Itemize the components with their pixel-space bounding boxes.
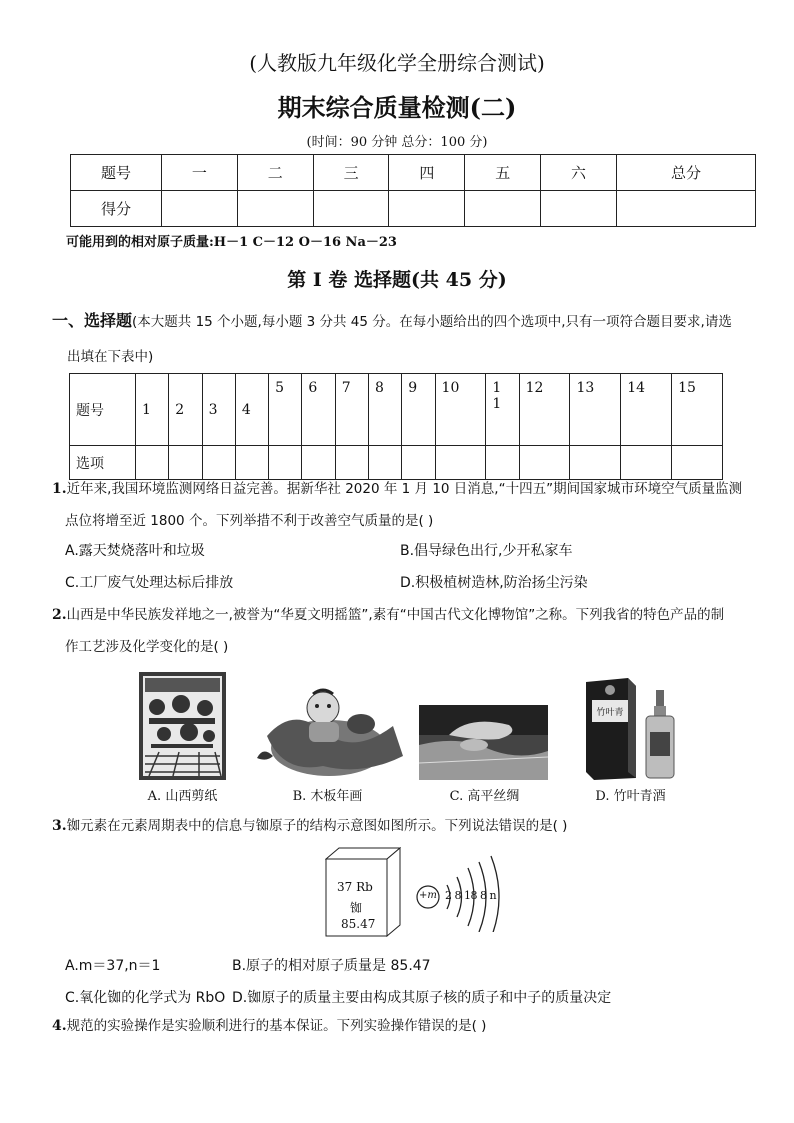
answer-table bbox=[69, 373, 723, 480]
q3-option-d[interactable]: D.铷原子的质量主要由构成其原子核的质子和中子的质量决定 bbox=[232, 990, 612, 1006]
cell-atomic-mass: 85.47 bbox=[341, 917, 376, 931]
answer-number-cell: 7 bbox=[335, 374, 368, 446]
q1-option-c[interactable]: C.工厂废气处理达标后排放 bbox=[65, 575, 234, 591]
q2-caption-c: C. 高平丝绸 bbox=[449, 789, 520, 804]
question-2-line2: 作工艺涉及化学变化的是( ) bbox=[65, 639, 229, 655]
answer-number-cell: 1 1 bbox=[486, 374, 519, 446]
q1-option-d[interactable]: D.积极植树造林,防治扬尘污染 bbox=[400, 575, 588, 591]
answer-header-label: 题号 bbox=[70, 374, 136, 446]
score-row-label: 得分 bbox=[71, 191, 162, 227]
score-header-2: 二 bbox=[237, 155, 313, 191]
score-cell[interactable] bbox=[389, 191, 465, 227]
answer-number-cell: 14 bbox=[621, 374, 672, 446]
question-4 bbox=[52, 1010, 752, 1042]
section-instruction bbox=[52, 305, 752, 338]
q3-option-c[interactable]: C.氧化铷的化学式为 RbO bbox=[65, 990, 226, 1006]
answer-number-cell: 3 bbox=[202, 374, 235, 446]
question-1 bbox=[52, 473, 752, 505]
q3-option-a[interactable]: A.m＝37,n＝1 bbox=[65, 958, 161, 974]
time-info: (时间：90 分钟 总分：100 分) bbox=[306, 135, 488, 150]
score-header-label: 题号 bbox=[71, 155, 162, 191]
score-cell[interactable] bbox=[162, 191, 238, 227]
section-instruction-line2: 出填在下表中) bbox=[67, 349, 154, 365]
atomic-masses: 可能用到的相对原子质量:H－1 C－12 O－16 Na－23 bbox=[66, 235, 397, 250]
answer-number-cell: 1 bbox=[136, 374, 169, 446]
paper-cut-image bbox=[139, 672, 226, 780]
score-header-6: 六 bbox=[541, 155, 617, 191]
score-table bbox=[70, 154, 756, 227]
score-cell[interactable] bbox=[237, 191, 313, 227]
question-number: 2. bbox=[52, 607, 67, 623]
score-cell[interactable] bbox=[313, 191, 389, 227]
answer-number-cell: 9 bbox=[402, 374, 435, 446]
answer-number-cell: 6 bbox=[302, 374, 335, 446]
answer-number-cell: 10 bbox=[435, 374, 486, 446]
question-2 bbox=[52, 599, 752, 631]
nucleus-label: +m bbox=[419, 890, 437, 901]
question-text: 山西是中华民族发祥地之一,被誉为“华夏文明摇篮”,素有“中国古代文化博物馆”之称。下列我省的特色产品的制 bbox=[66, 607, 725, 623]
score-cell[interactable] bbox=[541, 191, 617, 227]
q2-caption-d: D. 竹叶青酒 bbox=[595, 789, 666, 804]
cell-number-symbol: 37 Rb bbox=[337, 880, 373, 894]
score-header-4: 四 bbox=[389, 155, 465, 191]
series-title: (人教版九年级化学全册综合测试) bbox=[249, 51, 545, 75]
question-number: 3. bbox=[52, 818, 67, 834]
score-header-1: 一 bbox=[162, 155, 238, 191]
question-3 bbox=[52, 810, 752, 842]
new-year-print-image bbox=[253, 686, 405, 780]
question-1-line2: 点位将增至近 1800 个。下列举措不利于改善空气质量的是( ) bbox=[65, 513, 434, 529]
bottle-label-text: 竹叶青 bbox=[596, 708, 624, 718]
section-heading: 一、选择题 bbox=[52, 311, 133, 330]
answer-number-cell: 5 bbox=[269, 374, 302, 446]
periodic-cell bbox=[325, 847, 401, 937]
score-header-5: 五 bbox=[465, 155, 541, 191]
liquor-image bbox=[584, 676, 684, 780]
part-title: 第 I 卷 选择题(共 45 分) bbox=[287, 269, 507, 291]
score-cell[interactable] bbox=[465, 191, 541, 227]
question-text: 铷元素在元素周期表中的信息与铷原子的结构示意图如图所示。下列说法错误的是( ) bbox=[66, 818, 568, 834]
q2-caption-b: B. 木板年画 bbox=[292, 789, 363, 804]
cell-element-name: 铷 bbox=[350, 901, 363, 915]
q1-option-a[interactable]: A.露天焚烧落叶和垃圾 bbox=[65, 543, 205, 559]
question-number: 4. bbox=[52, 1018, 67, 1034]
answer-row-label: 选项 bbox=[70, 446, 136, 480]
silk-image bbox=[419, 705, 548, 780]
shell-electrons: 2 8 18 8 n bbox=[445, 889, 497, 902]
q2-caption-a: A. 山西剪纸 bbox=[147, 789, 218, 804]
question-number: 1. bbox=[52, 481, 67, 497]
answer-number-cell: 12 bbox=[519, 374, 570, 446]
question-text: 近年来,我国环境监测网络日益完善。据新华社 2020 年 1 月 10 日消息,“十四五”期间国家城市环境空气质量监测 bbox=[66, 481, 743, 497]
section-instruction-text: (本大题共 15 个小题,每小题 3 分共 45 分。在每小题给出的四个选项中,只有一项符合题目要求,请选 bbox=[132, 314, 732, 330]
answer-number-cell: 15 bbox=[672, 374, 723, 446]
answer-number-cell: 4 bbox=[235, 374, 268, 446]
answer-number-cell: 13 bbox=[570, 374, 621, 446]
score-header-total: 总分 bbox=[616, 155, 755, 191]
score-cell[interactable] bbox=[616, 191, 755, 227]
q3-option-b[interactable]: B.原子的相对原子质量是 85.47 bbox=[232, 958, 431, 974]
answer-number-cell: 2 bbox=[169, 374, 202, 446]
atom-structure-diagram bbox=[413, 852, 523, 932]
page-title: 期末综合质量检测(二) bbox=[277, 93, 517, 122]
score-header-3: 三 bbox=[313, 155, 389, 191]
question-text: 规范的实验操作是实验顺利进行的基本保证。下列实验操作错误的是( ) bbox=[66, 1018, 487, 1034]
q1-option-b[interactable]: B.倡导绿色出行,少开私家车 bbox=[400, 543, 573, 559]
answer-number-cell: 8 bbox=[368, 374, 401, 446]
